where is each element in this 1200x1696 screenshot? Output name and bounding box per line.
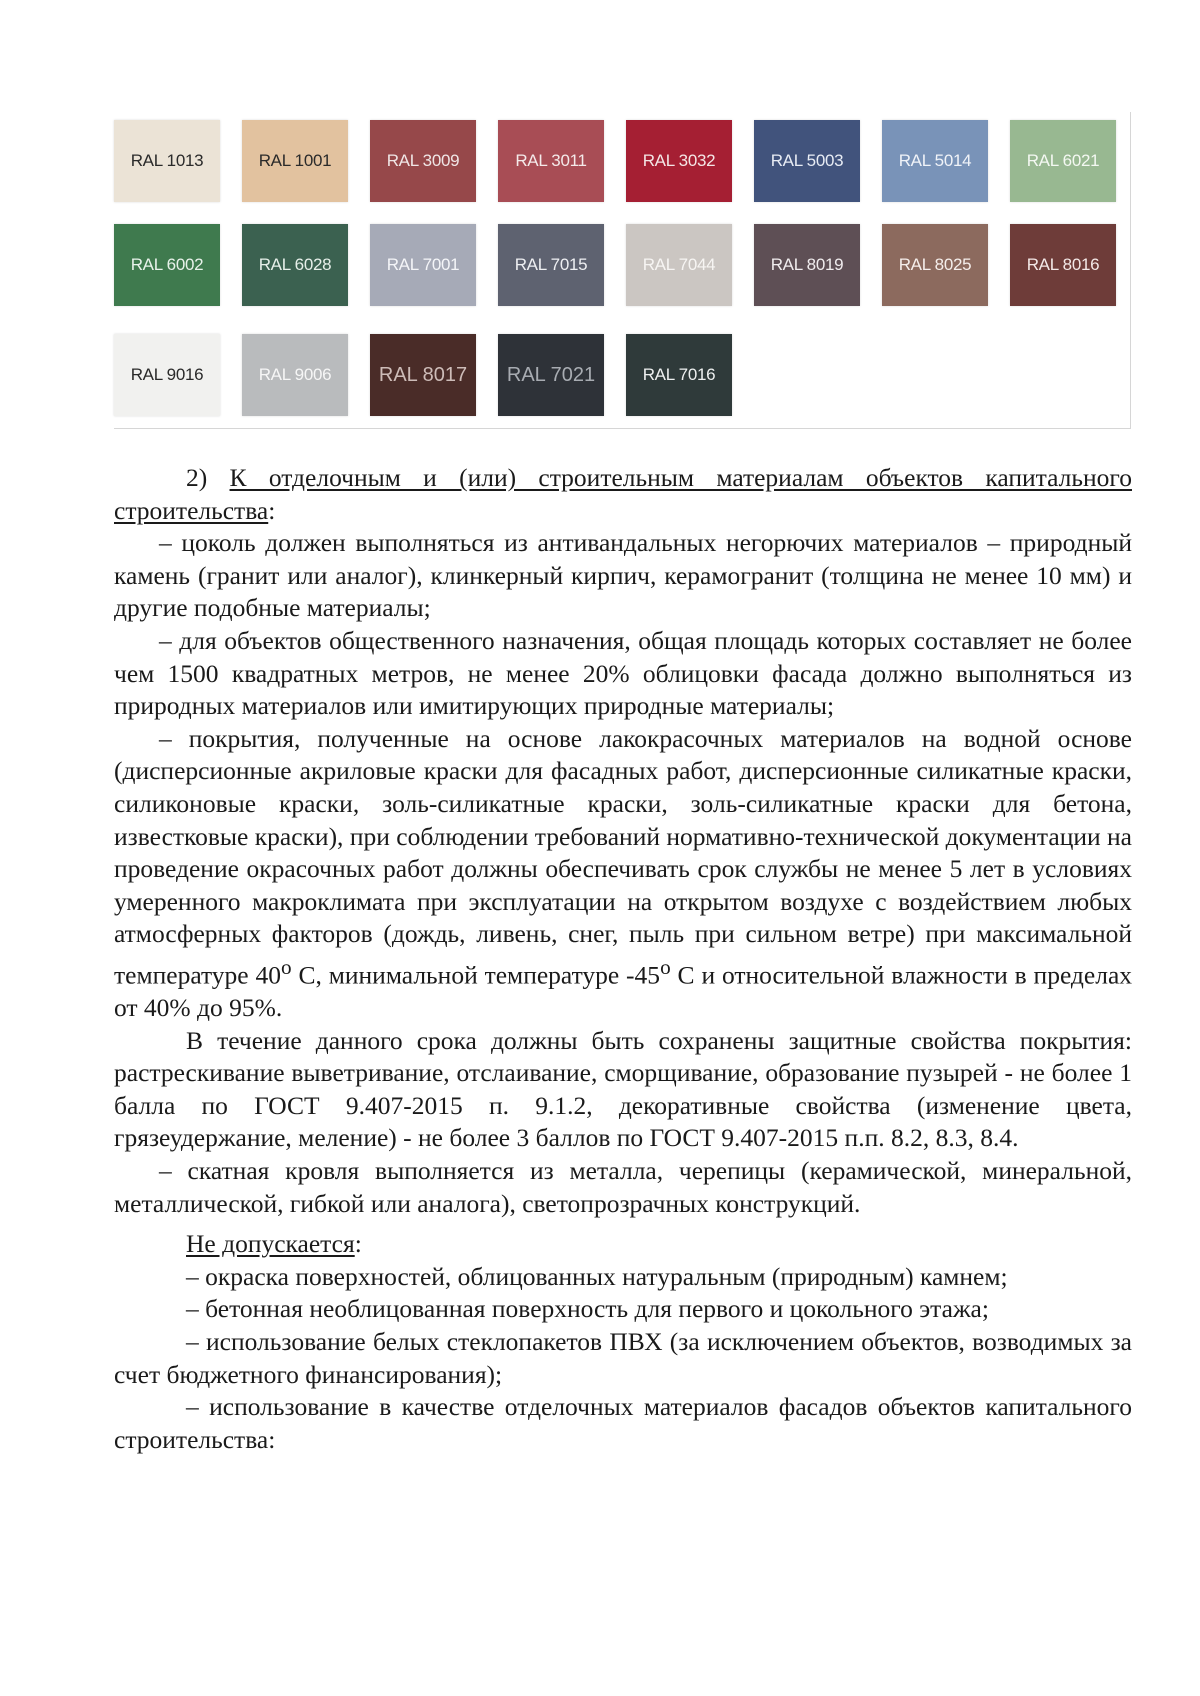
color-swatch-ral-7016: RAL 7016 [626, 334, 732, 416]
color-swatch-ral-5003: RAL 5003 [754, 120, 860, 202]
list-item-plinth: – цоколь должен выполняться из антивандальных негорючих материалов – природный камень (гранит или аналог), клинкерный кирпич, керамогранит (толщина не менее 10 мм) и другие подобные материалы; [114, 528, 1132, 623]
color-swatch-ral-8016: RAL 8016 [1010, 224, 1116, 306]
color-swatch-ral-3011: RAL 3011 [498, 120, 604, 202]
color-swatch-ral-8025: RAL 8025 [882, 224, 988, 306]
not-allowed-item-4: – использование в качестве отделочных материалов фасадов объектов капитального строительства: [114, 1392, 1132, 1454]
list-item-roofing: – скатная кровля выполняется из металла, черепицы (керамической, минеральной, металлической, гибкой или аналога), светопрозрачных конструкций. [114, 1155, 1132, 1218]
color-swatch-ral-6021: RAL 6021 [1010, 120, 1116, 202]
color-swatch-ral-5014: RAL 5014 [882, 120, 988, 202]
list-item-coatings: – покрытия, полученные на основе лакокрасочных материалов на водной основе (дисперсионные акриловые краски для фасадных работ, дисперсионные силикатные краски, силиконовые краски, золь-силикатные краски, золь-силикатные краски для бетона, известковые краски), при соблюдении требований нормативно-технической документации на проведение окрасочных работ должны обеспечивать срок службы не менее 5 лет в условиях умеренного макроклимата при эксплуатации на открытом воздухе с воздействием любых атмосферных факторов (дождь, ливень, снег, пыль при сильном ветре) при максимальной температуре 40$^o$ С, минимальной температуре -45$^o$ С и относительной влажности в пределах от 40% до 95%. [114, 723, 1133, 1022]
color-swatch-ral-6002: RAL 6002 [114, 224, 220, 306]
color-swatch-ral-9016: RAL 9016 [114, 334, 220, 416]
list-item-public-objects: – для объектов общественного назначения, общая площадь которых составляет не более чем 1500 квадратных метров, не менее 20% облицовки фасада должно выполняться из природных материалов или имитирующих природные материалы; [114, 625, 1132, 721]
color-swatch-ral-8019: RAL 8019 [754, 224, 860, 306]
section-heading-underlined: К отделочным и (или) строительным материалам объектов капитального строительства [114, 463, 1132, 525]
section-heading: 2) К отделочным и (или) строительным материалам объектов капитального строительства: [114, 463, 1132, 525]
color-swatch-ral-7044: RAL 7044 [626, 224, 732, 306]
color-swatch-ral-7021: RAL 7021 [498, 334, 604, 416]
paragraph-protective-properties: В течение данного срока должны быть сохранены защитные свойства покрытия: растрескивание выветривание, отслаивание, сморщивание, образование пузырей - не более 1 балла по ГОСТ 9.407-2015 п. 9.1.2, декоративные свойства (изменение цвета, грязеудержание, меление) - не более 3 баллов по ГОСТ 9.407-2015 п.п. 8.2, 8.3, 8.4. [114, 1025, 1132, 1153]
color-swatch-ral-9006: RAL 9006 [242, 334, 348, 416]
color-swatch-ral-1013: RAL 1013 [114, 120, 220, 202]
color-swatch-ral-8017: RAL 8017 [370, 334, 476, 416]
not-allowed-item-3: – использование белых стеклопакетов ПВХ (за исключением объектов, возводимых за счет бюджетного финансирования); [114, 1326, 1132, 1389]
not-allowed-item-2: – бетонная необлицованная поверхность для первого и цокольного этажа; [186, 1294, 989, 1324]
color-swatch-ral-3032: RAL 3032 [626, 120, 732, 202]
color-swatch-ral-1001: RAL 1001 [242, 120, 348, 202]
ral-color-palette [114, 112, 1131, 429]
color-swatch-ral-6028: RAL 6028 [242, 224, 348, 306]
color-swatch-ral-7015: RAL 7015 [498, 224, 604, 306]
color-swatch-ral-3009: RAL 3009 [370, 120, 476, 202]
not-allowed-item-1: – окраска поверхностей, облицованных натуральным (природным) камнем; [186, 1261, 1008, 1291]
color-swatch-ral-7001: RAL 7001 [370, 224, 476, 306]
document-body [114, 462, 1132, 1456]
not-allowed-heading: Не допускается: [186, 1229, 362, 1259]
